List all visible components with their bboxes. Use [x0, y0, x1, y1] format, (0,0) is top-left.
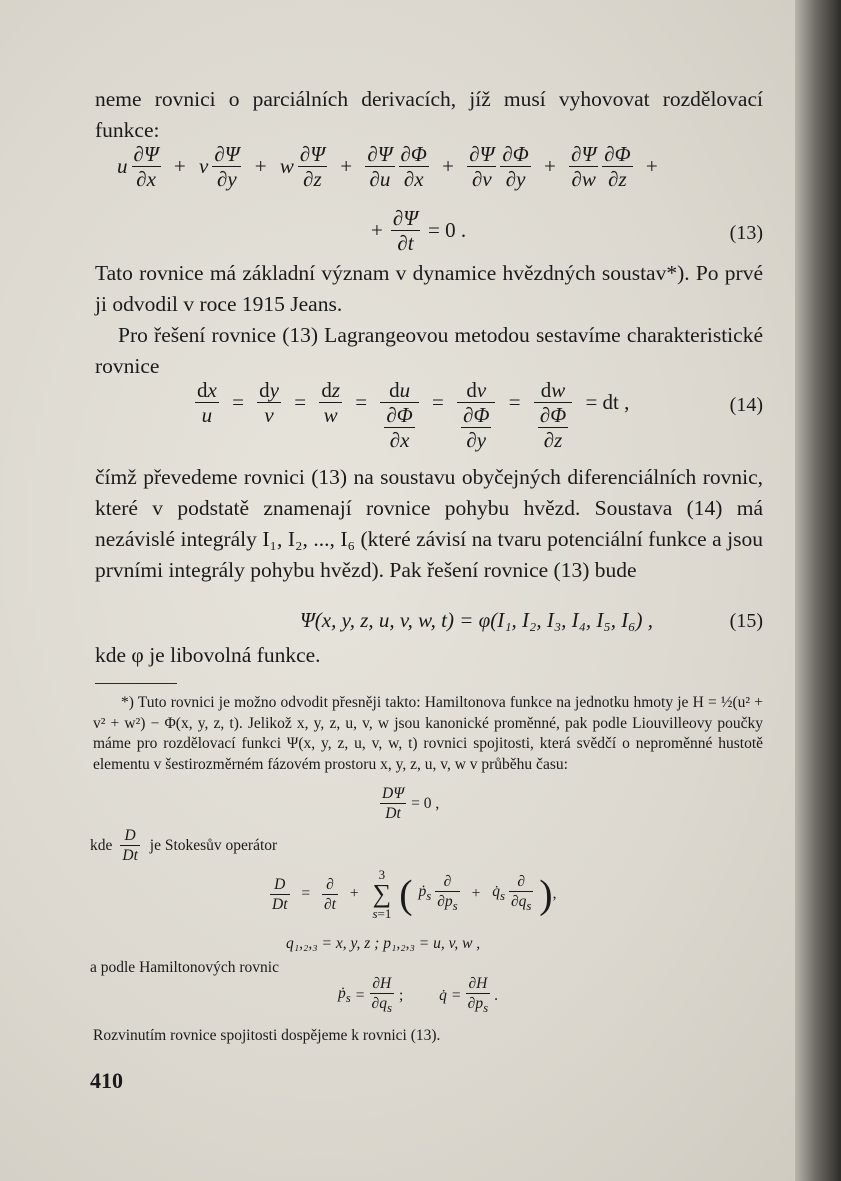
page-number: 410 [90, 1068, 123, 1093]
footnote-stokes-text: je Stokesův operátor [149, 836, 278, 854]
eq14-tail: = dt , [585, 390, 630, 414]
book-spine-shadow [795, 0, 841, 1181]
paragraph-intro: neme rovnici o parciálních derivacích, jíž musí vyhovovat rozdělovací funkce: [95, 87, 763, 142]
footnote-paragraph: *) Tuto rovnici je možno odvodit přesněji takto: Hamiltonova funkce na jednotku hmoty je H = ½(u² + v² + w²) − Φ(x, y, z, t). Jelikož x, y, z, u, v, w jsou kanonické proměnné, pak podle Liouvilleovy poučky máme pro rozdělovací funkci Ψ(x, y, z, u, v, w, t) rovnici spojitosti, která svědčí o neproměnné hustotě elementu v šestirozměrném fázovém prostoru x, y, z, u, v, w v průběhu času: [93, 694, 763, 773]
footnote-stokes-definition: $\frac{D}{Dt}$ = $\frac{\partial}{\partial t}$ + 3 ∑ s=1 ( ṗ$_s$ $\frac{\partial}{\partial p_s}$ + $q̇_s$ $\frac{\partial}{\partial q_s}$ ), [272, 867, 557, 921]
eq13-tail: = 0 . [428, 218, 467, 242]
paragraph-phi: kde φ je libovolná funkce. [95, 643, 321, 667]
footnote-hamilton-equations: ṗ$_s$ = $\frac{\partial H}{\partial q_s}$ ; q̇ = $\frac{\partial H}{\partial p_s}$ . [338, 975, 498, 1016]
equation-14: $\frac{dx}{u}$ = $\frac{dy}{v}$ = $\frac{dz}{w}$ = $\frac{du}{\frac{\partial\Phi}{\partial x}}$ = $\frac{dv}{\frac{\partial\Phi}{\partial y}}$ = $\frac{dw}{\frac{\partial\Phi}{\partial z}}$ = dt , (14) [197, 378, 763, 452]
equation-15-body: Ψ(x, y, z, u, v, w, t) = φ(I₁, I₂, I₃, I₄, I₅, I₆) , [300, 608, 653, 632]
paragraph-lagrange: Pro řešení rovnice (13) Lagrangeovou metodou sestavíme charakteristické rovnice [95, 323, 763, 378]
footnote-stokes-line: kde $\frac{D}{Dt}$ je Stokesův operátor [90, 827, 278, 864]
footnote-eq-tail: = 0 , [411, 794, 440, 812]
equation-13-line1: u $\frac{\partial\Psi}{\partial x}$ + v $\frac{\partial\Psi}{\partial y}$ + w $\frac{\partial\Psi}{\partial z}$ + $\frac{\partial\Psi}{\partial u}$ $\frac{\partial\Phi}{\partial x}$ + $\frac{\partial\Psi}{\partial v}$ $\frac{\partial\Phi}{\partial y}$ + $\frac{\partial\Psi}{\partial w}$ $\frac{\partial\Phi}{\partial z}$ + [117, 142, 658, 191]
equation-15 [95, 606, 763, 638]
footnote-canonical-coords: q₁,₂,₃ = x, y, z ; p₁,₂,₃ = u, v, w , [286, 935, 481, 952]
equation-13-label: (13) [729, 222, 763, 244]
footnote-continuity-equation: $\frac{D\Psi}{Dt}$ = 0 , [382, 785, 440, 822]
footnote-hamilton-intro: a podle Hamiltonových rovnic [90, 959, 279, 976]
footnote-kde: kde [90, 836, 113, 854]
paragraph-jeans: Tato rovnice má základní význam v dynamice hvězdných soustav*). Po prvé ji odvodil v roce 1915 Jeans. [95, 261, 763, 316]
equation-13-line2: + $\frac{\partial\Psi}{\partial t}$ = 0 . (13) [371, 206, 763, 255]
paragraph-soustava: čímž převedeme rovnici (13) na soustavu obyčejných diferenciálních rovnic, které v podstatě znamenají rovnice pohybu hvězd. Soustava (14) má nezávislé integrály I₁, I₂, ..., I₆ (které závisí na tvaru potenciální funkce a jsou prvními integrály pohybu hvězd). Pak řešení rovnice (13) bude [95, 465, 763, 582]
footnote-conclusion: Rozvinutím rovnice spojitosti dospějeme k rovnici (13). [93, 1027, 441, 1044]
equation-14-label: (14) [729, 394, 763, 416]
equation-15-label: (15) [729, 610, 763, 632]
footnote-rule [95, 683, 177, 684]
